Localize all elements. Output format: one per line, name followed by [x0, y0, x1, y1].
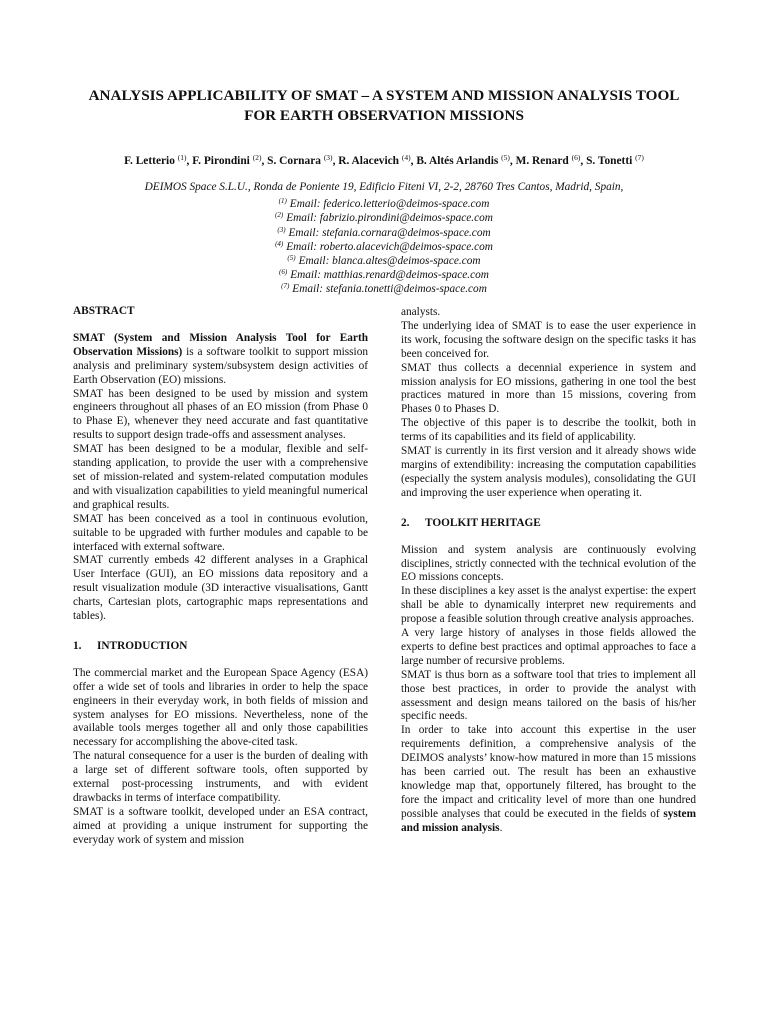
author-email: $^{(3)}$ Email: stefania.cornara@deimos-space.com — [277, 225, 491, 239]
author-email: $^{(1)}$ Email: federico.letterio@deimos-space.com — [278, 197, 490, 211]
author-email: $^{(4)}$ Email: roberto.alacevich@deimos-space.com — [275, 239, 493, 253]
body-paragraph: analysts. — [401, 306, 441, 318]
body-paragraph: A very large history of analyses in those fields allowed the experts to define best practices and optimal approaches to face a large number of recursive problems. — [401, 627, 696, 667]
body-paragraph: The natural consequence for a user is the burden of dealing with a large set of different software tools, often supported by external post-processing instruments, and with evident drawbacks in terms of interface compatibility. — [73, 750, 368, 804]
author-email: $^{(7)}$ Email: stefania.tonetti@deimos-space.com — [281, 282, 487, 296]
affiliation-address: DEIMOS Space S.L.U., Ronda de Poniente 19, Edificio Fiteni VI, 2-2, 28760 Tres Cantos, Madrid, Spain, — [144, 181, 624, 193]
author: F. Pirondini $^{(2)}$, — [192, 153, 268, 167]
abstract-paragraph: SMAT currently embeds 42 different analyses in a Graphical User Interface (GUI), an EO missions data repository and a result visualization module (3D interactive visualisations, Gantt charts, Cartesian plots, cartographic maps representations and tables). — [73, 554, 368, 623]
abstract-heading: ABSTRACT — [73, 305, 135, 317]
title-line-2: FOR EARTH OBSERVATION MISSIONS — [244, 107, 524, 124]
body-paragraph: Mission and system analysis are continuously evolving disciplines, strictly connected with the technical evolution of the EO missions concepts. — [401, 543, 696, 584]
author: F. Letterio $^{(1)}$, — [124, 153, 193, 167]
author: S. Cornara $^{(3)}$, — [267, 153, 339, 167]
right-column — [401, 306, 696, 836]
body-paragraph: The commercial market and the European Space Agency (ESA) offer a wide set of tools and libraries in order to help the space engineers in their everyday work, in both fields of mission and system analyses for EO missions. Nevertheless, none of the available tools merges together all and only those capabilities necessary for accomplishing the above-cited task. — [73, 666, 368, 749]
author: S. Tonetti $^{(7)}$ — [586, 153, 644, 167]
section-heading-toolkit-heritage: 2. TOOLKIT HERITAGE — [401, 516, 541, 529]
body-paragraph: In these disciplines a key asset is the analyst expertise: the expert shall be able to dynamically interpret new requirements and propose a feasible solution through creative analysis approaches. — [401, 585, 696, 626]
section-heading-introduction: 1. INTRODUCTION — [73, 639, 188, 652]
author-email: $^{(2)}$ Email: fabrizio.pirondini@deimos-space.com — [275, 211, 493, 225]
title-line-1: ANALYSIS APPLICABILITY OF SMAT – A SYSTEM AND MISSION ANALYSIS TOOL — [88, 87, 680, 104]
body-paragraph: The objective of this paper is to describe the toolkit, both in terms of its capabilities and its field of applicability. — [401, 417, 696, 444]
author-list — [20, 150, 748, 169]
abstract-paragraph: SMAT has been designed to be a modular, flexible and self-standing application, to provide the user with a comprehensive set of mission-related and system-related computation modules and with visualization capabilities to yield meaningful numerical and graphical results. — [73, 443, 368, 511]
paper-title — [40, 86, 728, 126]
author-email: $^{(5)}$ Email: blanca.altes@deimos-space.com — [287, 253, 481, 267]
body-paragraph: SMAT is thus born as a software tool that tries to implement all those best practices, in order to provide the analyst with assessment and design means tailored on the basis of his/her specific needs. — [401, 668, 696, 723]
body-paragraph: In order to take into account this expertise in the user requirements definition, a comprehensive analysis of the DEIMOS analysts’ know-how matured in more than 15 missions has been carried out. The result has been an exhaustive knowledge map that, opportunely filtered, has brought to the fore the impact and criticality level of more than one hundred possible analyses that could be executed in the fields of system and mission analysis. — [401, 724, 696, 834]
affiliation-block — [20, 180, 748, 294]
author: B. Altés Arlandis $^{(5)}$, — [416, 153, 516, 167]
abstract-paragraph: SMAT (System and Mission Analysis Tool for Earth Observation Missions) is a software toolkit to support mission analysis and preliminary system/subsystem design activities of Earth Observation (EO) missions. — [73, 331, 368, 386]
author-email: $^{(6)}$ Email: matthias.renard@deimos-space.com — [279, 268, 489, 282]
left-column — [73, 305, 368, 848]
body-paragraph: SMAT is a software toolkit, developed under an ESA contract, aimed at providing a unique instrument for supporting the everyday work of system and mission — [73, 805, 368, 846]
author: M. Renard $^{(6)}$, — [515, 153, 587, 167]
abstract-paragraph: SMAT has been conceived as a tool in continuous evolution, suitable to be upgraded with further modules and capable to be interfaced with external software. — [73, 512, 368, 553]
author: R. Alacevich $^{(4)}$, — [338, 153, 417, 167]
body-paragraph: SMAT thus collects a decennial experience in system and mission analysis for EO missions, gathering in one tool the best practices matured in more than 15 missions, covering from Phases 0 to Phases D. — [401, 361, 696, 416]
body-paragraph: The underlying idea of SMAT is to ease the user experience in its work, focusing the software design on the specific tasks it has been conceived for. — [401, 319, 696, 360]
abstract-paragraph: SMAT has been designed to be used by mission and system engineers throughout all phases of an EO mission (from Phase 0 to Phase E), whenever they need accurate and fast quantitative results to support design trade-offs and assessment analyses. — [73, 387, 368, 442]
body-paragraph: SMAT is currently in its first version and it already shows wide margins of extendibility: increasing the computation capabilities (especially the system analysis modules), consolidating the GUI and improving the user experience when operating it. — [401, 445, 696, 499]
